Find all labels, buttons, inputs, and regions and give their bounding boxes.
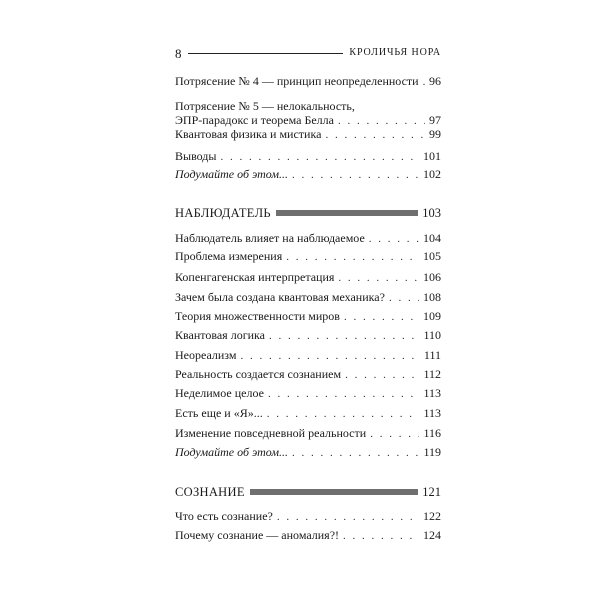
page-number: 8 <box>175 45 182 61</box>
toc-entry[interactable] <box>175 74 441 89</box>
dot-leader <box>389 291 419 305</box>
toc-entry-line <box>175 231 441 246</box>
running-head <box>175 46 441 60</box>
toc-entry-line <box>175 113 441 128</box>
toc-entry[interactable] <box>175 367 441 382</box>
dot-leader <box>292 446 419 460</box>
dot-leader <box>370 427 419 441</box>
section-title: СОЗНАНИЕ <box>175 484 245 499</box>
dot-leader <box>343 529 419 543</box>
toc-entry[interactable] <box>175 509 441 524</box>
toc-entry-line <box>175 528 441 543</box>
toc-page-number: 124 <box>423 528 441 542</box>
toc-entry-title: Есть еще и «Я»... <box>175 406 263 420</box>
toc-page-number: 105 <box>423 249 441 263</box>
dot-leader <box>267 407 420 421</box>
toc-entry-title: Неореализм <box>175 348 237 362</box>
toc-page-number: 112 <box>423 367 441 381</box>
toc-entry-line <box>175 99 441 113</box>
toc-entry-line <box>175 426 441 441</box>
section-heading-consciousness[interactable] <box>175 485 441 499</box>
toc-entry-line <box>175 445 441 460</box>
toc-entry-title: Подумайте об этом... <box>175 445 288 459</box>
dot-leader <box>220 150 419 164</box>
dot-leader <box>423 75 425 89</box>
toc-entry[interactable] <box>175 386 441 401</box>
toc-entry[interactable] <box>175 426 441 441</box>
dot-leader <box>369 232 419 246</box>
section-bar <box>250 489 418 495</box>
dot-leader <box>325 128 425 142</box>
toc-entry-title: Почему сознание — аномалия?! <box>175 528 340 542</box>
dot-leader <box>292 168 419 182</box>
toc-entry[interactable] <box>175 406 441 421</box>
toc-page-number: 109 <box>423 309 441 323</box>
toc-entry-title: Наблюдатель влияет на наблюдаемое <box>175 231 365 245</box>
toc-entry-title: Квантовая логика <box>175 328 266 342</box>
dot-leader <box>240 349 419 363</box>
toc-entry-title: Квантовая физика и мистика <box>175 127 322 141</box>
toc-entry-title: Потрясение № 5 — нелокальность, <box>175 99 355 113</box>
toc-entry-line <box>175 270 441 285</box>
toc-entry[interactable] <box>175 445 441 460</box>
toc-entry-line <box>175 328 441 343</box>
toc-entry[interactable] <box>175 231 441 246</box>
dot-leader <box>338 271 419 285</box>
toc-page-number: 97 <box>429 113 441 127</box>
toc-entry[interactable] <box>175 149 441 164</box>
toc-entry[interactable] <box>175 328 441 343</box>
toc-entry-title: Теория множественности миров <box>175 309 340 323</box>
running-title: КРОЛИЧЬЯ НОРА <box>349 47 441 58</box>
dot-leader <box>269 329 419 343</box>
toc-entry[interactable] <box>175 99 441 128</box>
toc-entry-line <box>175 509 441 524</box>
toc-page-number: 99 <box>429 127 441 141</box>
toc-page-number: 110 <box>423 328 441 342</box>
toc-entry-line <box>175 386 441 401</box>
toc-entry-title: Проблема измерения <box>175 249 283 263</box>
toc-page-number: 96 <box>429 74 441 88</box>
dot-leader <box>286 250 419 264</box>
toc-page-number: 119 <box>423 445 441 459</box>
toc-entry-title: Что есть сознание? <box>175 509 273 523</box>
toc-page-number: 113 <box>423 406 441 420</box>
toc-page-number: 101 <box>423 149 441 163</box>
dot-leader <box>277 510 419 524</box>
section-page-number: 103 <box>422 205 441 220</box>
toc-entry-line <box>175 74 441 89</box>
section-title: НАБЛЮДАТЕЛЬ <box>175 205 271 220</box>
toc-entry-title: Потрясение № 4 — принцип неопределенности <box>175 74 419 88</box>
toc-page-number: 113 <box>423 386 441 400</box>
toc-entry[interactable] <box>175 167 441 182</box>
section-bar <box>276 210 418 216</box>
dot-leader <box>338 114 425 128</box>
toc-entry[interactable] <box>175 309 441 324</box>
toc-entry-line <box>175 348 441 363</box>
toc-page-number: 102 <box>423 167 441 181</box>
toc-entry-line <box>175 309 441 324</box>
toc-entry-line <box>175 249 441 264</box>
toc-entry-title: Выводы <box>175 149 217 163</box>
toc-entry-title: Зачем была создана квантовая механика? <box>175 290 385 304</box>
toc-page-number: 108 <box>423 290 441 304</box>
toc-entry[interactable] <box>175 270 441 285</box>
toc-entry[interactable] <box>175 528 441 543</box>
section-heading-observer[interactable] <box>175 206 441 220</box>
toc-entry-title: Реальность создается сознанием <box>175 367 342 381</box>
section-page-number: 121 <box>422 484 441 499</box>
toc-entry-line <box>175 406 441 421</box>
toc-entry-line <box>175 127 441 142</box>
toc-page-number: 122 <box>423 509 441 523</box>
dot-leader <box>268 387 419 401</box>
dot-leader <box>345 368 419 382</box>
toc-entry-line <box>175 167 441 182</box>
toc-entry-title: Неделимое целое <box>175 386 264 400</box>
toc-entry-title: ЭПР-парадокс и теорема Белла <box>175 113 334 127</box>
toc-entry-title: Копенгагенская интерпретация <box>175 270 335 284</box>
toc-entry[interactable] <box>175 249 441 264</box>
toc-entry[interactable] <box>175 348 441 363</box>
toc-entry-line <box>175 149 441 164</box>
toc-page-number: 106 <box>423 270 441 284</box>
toc-page-number: 116 <box>423 426 441 440</box>
dot-leader <box>344 310 419 324</box>
toc-entry-title: Изменение повседневной реальности <box>175 426 367 440</box>
header-rule <box>188 53 344 54</box>
toc-entry-line <box>175 367 441 382</box>
toc-page-number: 104 <box>423 231 441 245</box>
toc-entry-title: Подумайте об этом... <box>175 167 288 181</box>
toc-entry[interactable] <box>175 127 441 142</box>
toc-page-number: 111 <box>423 348 441 362</box>
toc-entry[interactable] <box>175 290 441 305</box>
toc-entry-line <box>175 290 441 305</box>
